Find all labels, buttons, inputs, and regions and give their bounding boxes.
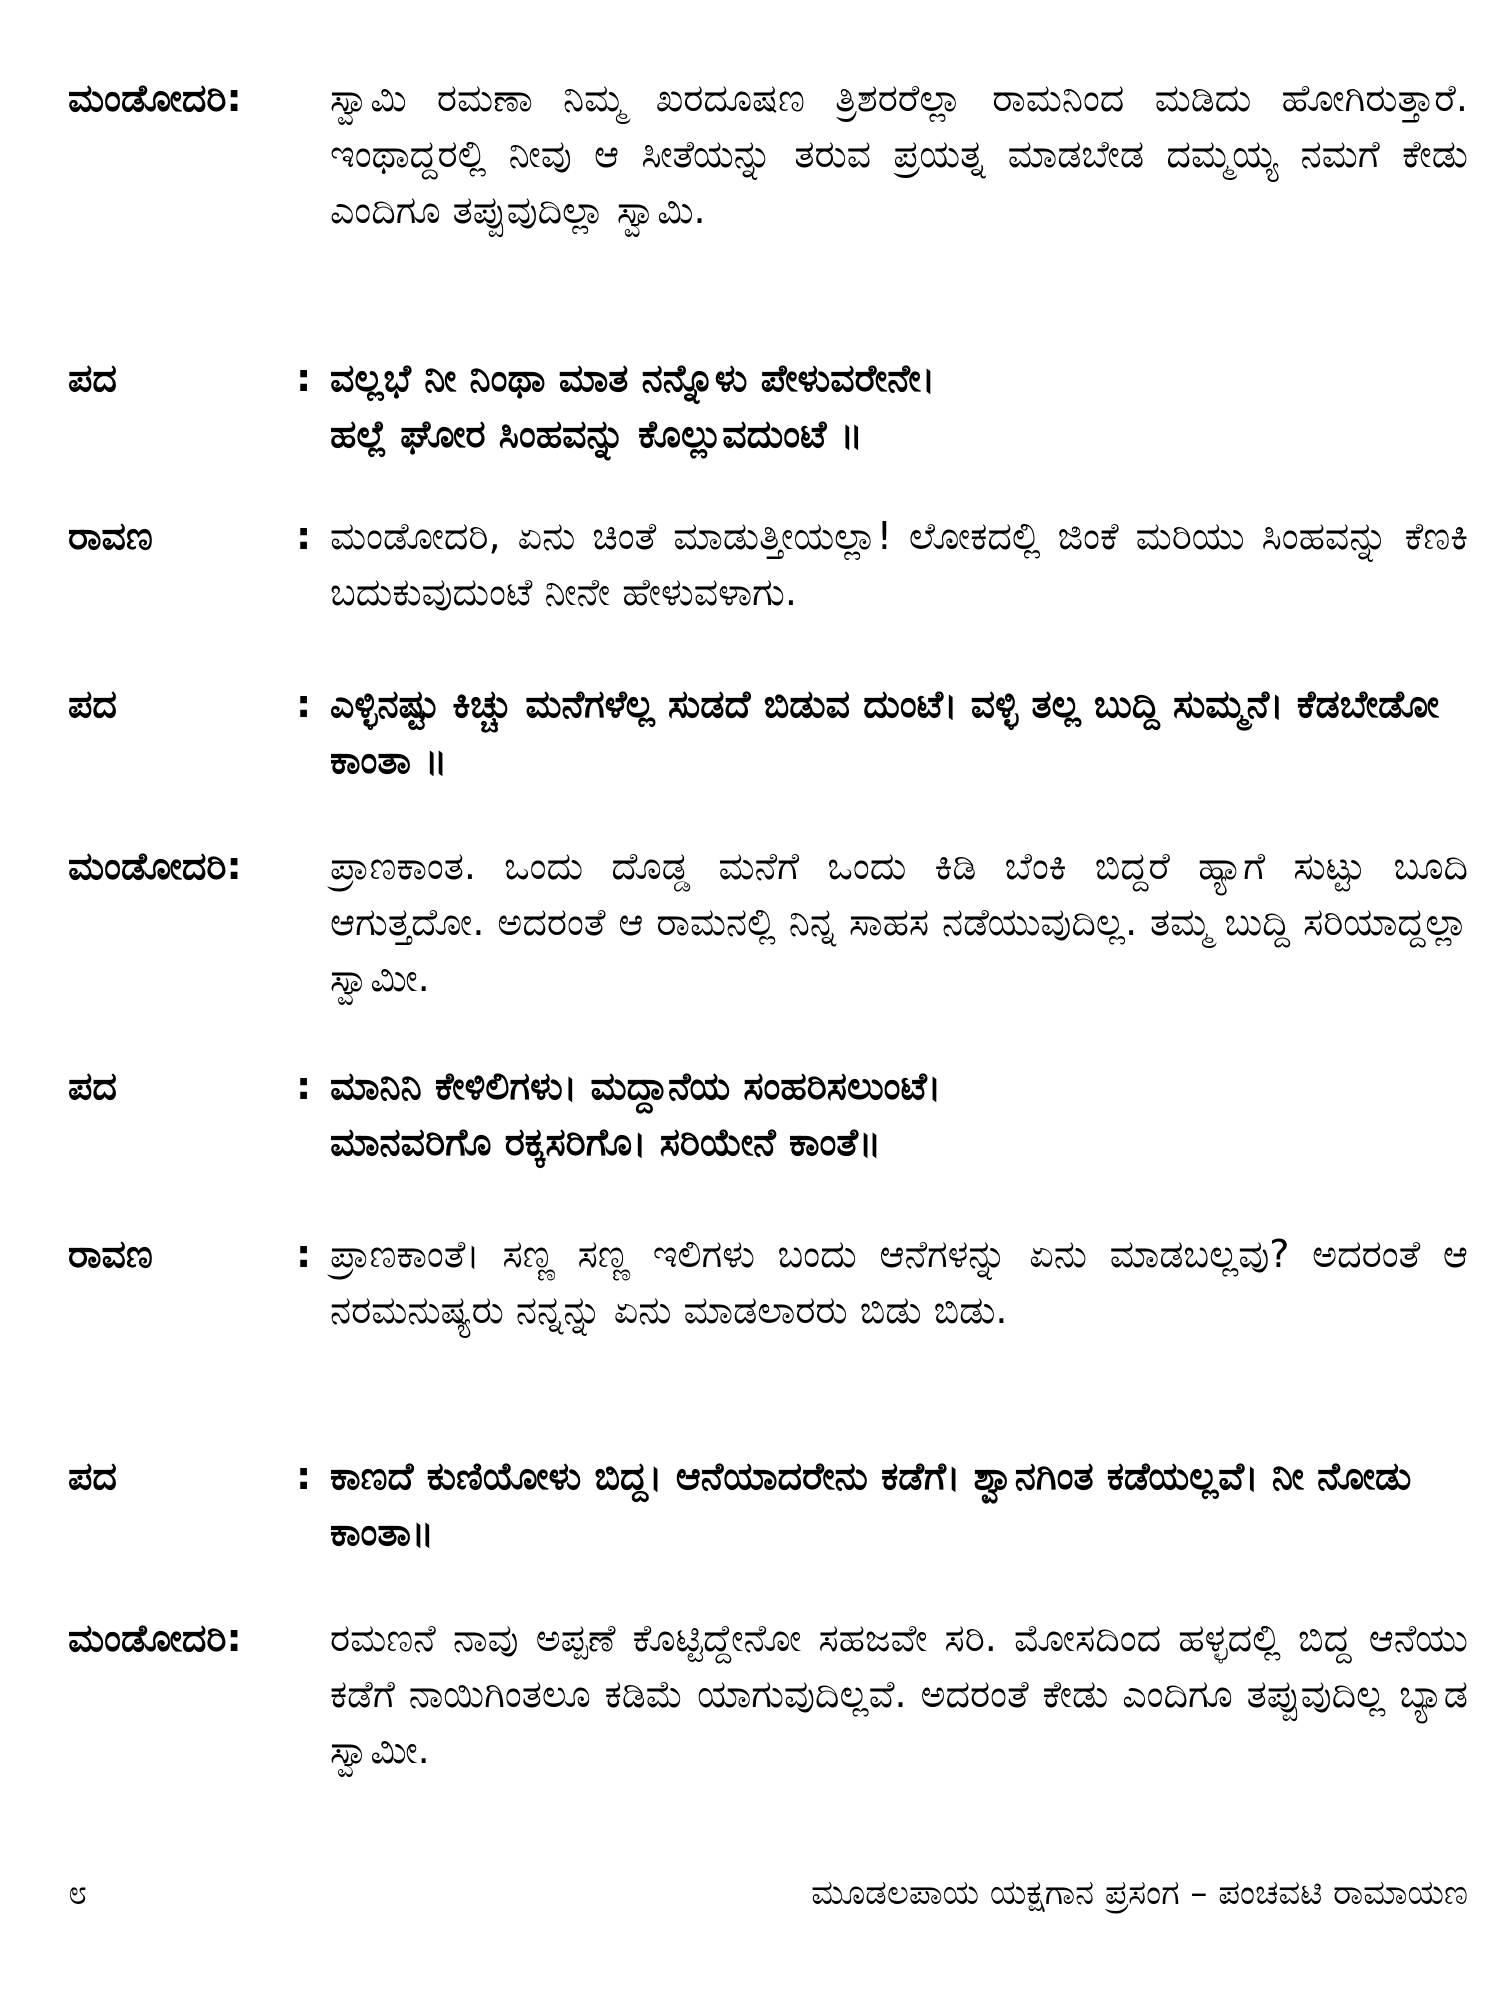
speaker-name: ರಾವಣ <box>68 1232 153 1276</box>
dialogue-text: ಪ್ರಾಣಕಾಂತೆ। ಸಣ್ಣ ಸಣ್ಣ ಇಲಿಗಳು ಬಂದು ಆನೆಗಳನ್ನು ಏನು ಮಾಡಬಲ್ಲವು? ಅದರಂತೆ ಆ ನರಮನುಷ್ಯರು ನನ್ನನ್ನು ಏನು ಮಾಡಲಾರರು ಬಿಡು ಬಿಡು. <box>330 1232 1468 1332</box>
speaker-colon: : <box>296 1232 312 1276</box>
speaker-name: ಪದ <box>68 356 117 400</box>
dialogue-text: ಮಂಡೋದರಿ, ಏನು ಚಿಂತೆ ಮಾಡುತ್ತೀಯಲ್ಲಾ! ಲೋಕದಲ್ಲಿ ಜಿಂಕೆ ಮರಿಯು ಸಿಂಹವನ್ನು ಕೆಣಕಿ ಬದುಕುವುದುಂಟೆ ನೀನೇ ಹೇಳುವಳಾಗು. <box>330 514 1468 614</box>
speaker-colon: : <box>296 514 312 558</box>
speaker-name: ಪದ <box>68 1454 117 1498</box>
dialogue-text: ರಮಣನೆ ನಾವು ಅಪ್ಪಣೆ ಕೊಟ್ಟಿದ್ದೇನೋ ಸಹಜವೇ ಸರಿ. ಮೋಸದಿಂದ ಹಳ್ಳದಲ್ಲಿ ಬಿದ್ದ ಆನೆಯು ಕಡೆಗೆ ನಾಯಿಗಿಂತಲೂ ಕಡಿಮೆ ಯಾಗುವುದಿಲ್ಲವೆ. ಅದರಂತೆ ಕೇಡು ಎಂದಿಗೂ ತಪ್ಪುವುದಿಲ್ಲ ಬ್ಯಾಡ ಸ್ವಾಮೀ. <box>330 1616 1468 1772</box>
speaker-colon: : <box>296 682 312 726</box>
verse-text: ವಲ್ಲಭೆ ನೀ ನಿಂಥಾ ಮಾತ ನನ್ನೊಳು ಪೇಳುವರೇನೇ। ಹಲ್ಲೆ ಘೋರ ಸಿಂಹವನ್ನು ಕೊಲ್ಲುವದುಂಟೆ ॥ <box>330 356 936 456</box>
speaker-name: ರಾವಣ <box>68 514 153 558</box>
speaker-name: ಮಂಡೋದರಿ: <box>68 76 242 120</box>
verse-text: ಕಾಣದೆ ಕುಣಿಯೋಳು ಬಿದ್ದ। ಆನೆಯಾದರೇನು ಕಡೆಗೆ। ಶ್ವಾನಗಿಂತ ಕಡೆಯಲ್ಲವೆ। ನೀ ನೋಡು ಕಾಂತಾ॥ <box>330 1454 1412 1554</box>
page-number: ೮ <box>68 1873 88 1913</box>
speaker-colon: : <box>296 356 312 400</box>
running-title: ಮೂಡಲಪಾಯ ಯಕ್ಷಗಾನ ಪ್ರಸಂಗ – ಪಂಚವಟಿ ರಾಮಾಯಣ <box>811 1873 1468 1913</box>
verse-text: ಎಳ್ಳಿನಷ್ಟು ಕಿಚ್ಚು ಮನೆಗಳೆಲ್ಲ ಸುಡದೆ ಬಿಡುವ ದುಂಟೆ। ವಳ್ಳಿ ತಲ್ಲ ಬುದ್ದಿ ಸುಮ್ಮನೆ। ಕೆಡಬೇಡೋ ಕಾಂತಾ ॥ <box>330 682 1440 782</box>
speaker-name: ಮಂಡೋದರಿ: <box>68 1616 242 1660</box>
speaker-colon: : <box>296 1064 312 1108</box>
page-footer <box>68 1868 1468 1918</box>
speaker-name: ಪದ <box>68 682 117 726</box>
speaker-name: ಮಂಡೋದರಿ: <box>68 844 242 888</box>
dialogue-text: ಪ್ರಾಣಕಾಂತ. ಒಂದು ದೊಡ್ಡ ಮನೆಗೆ ಒಂದು ಕಿಡಿ ಬೆಂಕಿ ಬಿದ್ದರೆ ಹ್ಯಾಗೆ ಸುಟ್ಟು ಬೂದಿ ಆಗುತ್ತದೋ. ಅದರಂತೆ ಆ ರಾಮನಲ್ಲಿ ನಿನ್ನ ಸಾಹಸ ನಡೆಯುವುದಿಲ್ಲ. ತಮ್ಮ ಬುದ್ದಿ ಸರಿಯಾದ್ದಲ್ಲಾ ಸ್ವಾಮೀ. <box>330 844 1468 1000</box>
dialogue-text: ಸ್ವಾಮಿ ರಮಣಾ ನಿಮ್ಮ ಖರದೂಷಣ ತ್ರಿಶರರೆಲ್ಲಾ ರಾಮನಿಂದ ಮಡಿದು ಹೋಗಿರುತ್ತಾರೆ. ಇಂಥಾದ್ದರಲ್ಲಿ ನೀವು ಆ ಸೀತೆಯನ್ನು ತರುವ ಪ್ರಯತ್ನ ಮಾಡಬೇಡ ದಮ್ಮಯ್ಯ ನಮಗೆ ಕೇಡು ಎಂದಿಗೂ ತಪ್ಪುವುದಿಲ್ಲಾ ಸ್ವಾಮಿ. <box>330 76 1468 232</box>
speaker-name: ಪದ <box>68 1064 117 1108</box>
verse-text: ಮಾನಿನಿ ಕೇಳಿಲಿಗಳು। ಮದ್ದಾನೆಯ ಸಂಹರಿಸಲುಂಟೆ। ಮಾನವರಿಗೊ ರಕ್ಕಸರಿಗೊ। ಸರಿಯೇನೆ ಕಾಂತೆ॥ <box>330 1064 942 1164</box>
speaker-colon: : <box>296 1454 312 1498</box>
